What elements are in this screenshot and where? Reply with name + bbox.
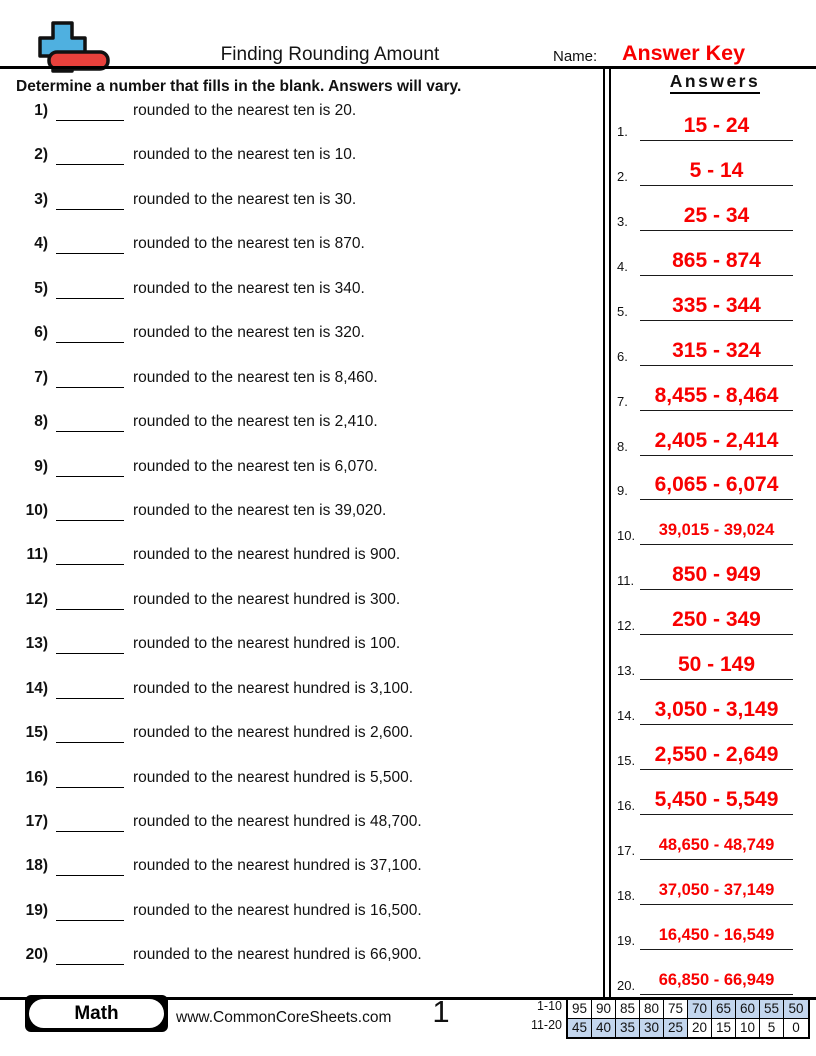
question-number: 16) [25,768,48,786]
question-text: rounded to the nearest hundred is 900. [133,546,401,564]
question-row [0,233,598,277]
question-number: 1) [34,102,48,119]
instruction-text: Determine a number that fills in the blank. Answers will vary. [16,78,462,95]
question-blank-line [56,680,124,699]
question-blank-line [56,413,124,432]
question-row [0,500,598,544]
score-cell: 5 [760,1019,784,1037]
score-cell: 65 [712,1000,736,1019]
question-row [0,144,598,188]
answer-value: 8,455 - 8,464 [654,383,779,407]
subject-label: Math [29,999,164,1028]
score-cell: 25 [664,1019,688,1037]
question-row [0,855,598,899]
answer-line [640,859,793,860]
question-text: rounded to the nearest hundred is 5,500. [133,768,414,786]
question-number: 3) [34,190,48,208]
question-number: 4) [34,235,48,253]
answer-line [640,499,793,500]
question-blank-line [56,102,124,121]
question-row [0,633,598,677]
question-text: rounded to the nearest hundred is 48,700. [133,813,422,830]
answer-number: 20. [617,977,636,993]
answer-row [613,636,797,681]
question-text: rounded to the nearest ten is 320. [133,324,365,342]
question-blank-line [56,502,124,521]
answer-row [613,142,797,187]
question-row [0,678,598,722]
answer-number: 4. [617,258,628,274]
question-blank-line [56,946,124,965]
score-cell: 90 [592,1000,616,1019]
answer-value: 48,650 - 48,749 [658,835,775,854]
answer-line [640,544,793,545]
page-title: Finding Rounding Amount [220,44,440,65]
answer-value: 50 - 149 [677,653,756,677]
answer-row [613,546,797,591]
header-rule [0,66,816,69]
question-text: rounded to the nearest ten is 10. [133,146,357,164]
answer-value: 3,050 - 3,149 [654,698,779,722]
answer-number: 8. [617,438,628,454]
question-number: 5) [34,279,48,297]
answer-line [640,275,793,276]
answer-row [613,97,797,142]
score-cell: 95 [568,1000,592,1019]
name-label: Name: [553,48,598,65]
question-number: 11) [26,546,48,564]
question-text: rounded to the nearest ten is 39,020. [133,501,387,519]
answer-number: 12. [617,618,636,634]
answer-number: 3. [617,213,628,229]
answer-row [613,232,797,277]
question-blank-line [56,813,124,832]
answer-number: 18. [617,887,636,903]
answer-key-label: Answer Key [622,41,746,65]
question-number: 7) [34,368,48,386]
question-row [0,811,598,855]
question-row [0,411,598,455]
answer-row [613,367,797,412]
answer-row [613,906,797,951]
answer-row [613,771,797,816]
questions-section [0,100,598,989]
score-cell: 35 [616,1019,640,1037]
answer-line [640,230,793,231]
question-blank-line [56,591,124,610]
answer-row [613,277,797,322]
score-cell: 75 [664,1000,688,1019]
score-row-label-2: 11-20 [530,1018,562,1032]
answer-line [640,140,793,141]
answer-value: 66,850 - 66,949 [658,970,775,989]
score-cell: 20 [688,1019,712,1037]
question-text: rounded to the nearest ten is 8,460. [133,368,378,386]
question-number: 18) [25,857,48,875]
answer-value: 39,015 - 39,024 [658,521,775,540]
question-row [0,456,598,500]
answer-number: 14. [617,708,636,724]
question-number: 20) [25,946,48,964]
question-row [0,367,598,411]
answer-row [613,322,797,367]
question-row [0,767,598,811]
answer-line [640,455,793,456]
question-text: rounded to the nearest hundred is 66,900. [133,946,422,964]
question-row [0,278,598,322]
score-cell: 80 [640,1000,664,1019]
score-cell: 45 [568,1019,592,1037]
score-cell: 70 [688,1000,712,1019]
answer-value: 37,050 - 37,149 [658,880,775,899]
question-text: rounded to the nearest hundred is 16,500. [133,901,422,919]
question-number: 9) [34,457,48,475]
question-number: 19) [25,901,48,919]
answer-value: 5 - 14 [689,158,744,182]
question-text: rounded to the nearest ten is 20. [133,102,357,119]
answer-row [613,187,797,232]
question-blank-line [56,146,124,165]
answer-line [640,949,793,950]
question-row [0,900,598,944]
question-blank-line [56,724,124,743]
answer-value: 315 - 324 [672,338,761,362]
question-row [0,944,598,988]
answer-value: 850 - 949 [672,563,761,587]
answer-row [613,412,797,457]
question-blank-line [56,235,124,254]
subject-badge [25,995,168,1032]
question-blank-line [56,324,124,343]
question-number: 17) [25,813,48,830]
question-row [0,322,598,366]
answer-value: 2,550 - 2,649 [654,743,779,767]
question-number: 14) [25,679,48,697]
question-blank-line [56,857,124,876]
score-cell: 85 [616,1000,640,1019]
answer-number: 9. [617,483,628,499]
question-text: rounded to the nearest ten is 2,410. [133,413,378,431]
question-row [0,189,598,233]
answer-number: 17. [617,842,636,858]
score-cell: 10 [736,1019,760,1037]
answer-line [640,410,793,411]
question-number: 8) [34,413,48,431]
answer-value: 6,065 - 6,074 [654,473,779,497]
answer-value: 865 - 874 [672,248,761,272]
question-number: 12) [25,590,48,608]
answer-line [640,994,793,995]
question-row [0,722,598,766]
question-blank-line [56,546,124,565]
answer-number: 10. [617,528,636,544]
answer-value: 25 - 34 [683,203,750,227]
website-link: www.CommonCoreSheets.com [176,1009,392,1026]
question-text: rounded to the nearest ten is 30. [133,190,357,208]
question-blank-line [56,902,124,921]
answer-value: 16,450 - 16,549 [658,925,775,944]
score-table [566,998,810,1039]
answer-row [613,726,797,771]
answer-number: 1. [617,123,628,139]
answer-number: 19. [617,932,636,948]
question-text: rounded to the nearest hundred is 3,100. [133,679,414,697]
question-row [0,100,598,144]
question-text: rounded to the nearest hundred is 300. [133,590,401,608]
answer-row [613,591,797,636]
question-number: 2) [34,146,48,164]
score-cell: 55 [760,1000,784,1019]
answer-line [640,320,793,321]
question-blank-line [56,458,124,477]
answer-value: 5,450 - 5,549 [654,788,779,811]
score-row [568,1000,808,1019]
question-row [0,589,598,633]
score-row [568,1019,808,1037]
question-text: rounded to the nearest ten is 6,070. [133,457,378,475]
answer-line [640,634,793,635]
answer-line [640,679,793,680]
answer-line [640,365,793,366]
question-text: rounded to the nearest ten is 340. [133,279,365,297]
answer-number: 15. [617,753,636,769]
answer-value: 250 - 349 [672,608,761,632]
answer-row [613,681,797,726]
score-cell: 30 [640,1019,664,1037]
answer-row [613,457,797,502]
question-text: rounded to the nearest hundred is 37,100. [133,857,422,875]
answer-line [640,185,793,186]
score-cell: 15 [712,1019,736,1037]
score-cell: 40 [592,1019,616,1037]
question-blank-line [56,769,124,788]
question-blank-line [56,191,124,210]
answers-divider [603,67,611,998]
question-blank-line [56,369,124,388]
answer-row [613,861,797,906]
answers-panel [613,97,797,996]
answer-row [613,501,797,546]
answer-line [640,904,793,905]
answer-number: 13. [617,663,636,679]
question-text: rounded to the nearest ten is 870. [133,235,365,253]
answer-value: 2,405 - 2,414 [654,428,779,452]
answer-number: 6. [617,348,628,364]
answer-line [640,724,793,725]
question-number: 6) [34,324,48,342]
question-number: 10) [25,501,48,519]
question-text: rounded to the nearest hundred is 2,600. [133,724,414,742]
question-text: rounded to the nearest hundred is 100. [133,635,401,653]
answer-number: 16. [617,798,636,813]
question-number: 15) [25,724,48,742]
answer-value: 335 - 344 [672,293,761,317]
answer-number: 5. [617,303,628,319]
answer-number: 2. [617,168,628,184]
question-blank-line [56,635,124,654]
page-number: 1 [432,994,450,1029]
score-cell: 60 [736,1000,760,1019]
answer-number: 11. [617,573,635,589]
answers-heading: Answers [623,71,807,92]
score-cell: 50 [784,1000,808,1019]
answer-row [613,951,797,996]
question-blank-line [56,280,124,299]
answer-number: 7. [617,393,628,409]
score-cell: 0 [792,1020,800,1035]
answer-line [640,769,793,770]
answer-value: 15 - 24 [683,113,750,137]
question-row [0,544,598,588]
answer-row [613,816,797,861]
score-row-label-1: 1-10 [536,999,562,1013]
answer-line [640,589,793,590]
answer-line [640,814,793,815]
question-number: 13) [25,635,48,653]
